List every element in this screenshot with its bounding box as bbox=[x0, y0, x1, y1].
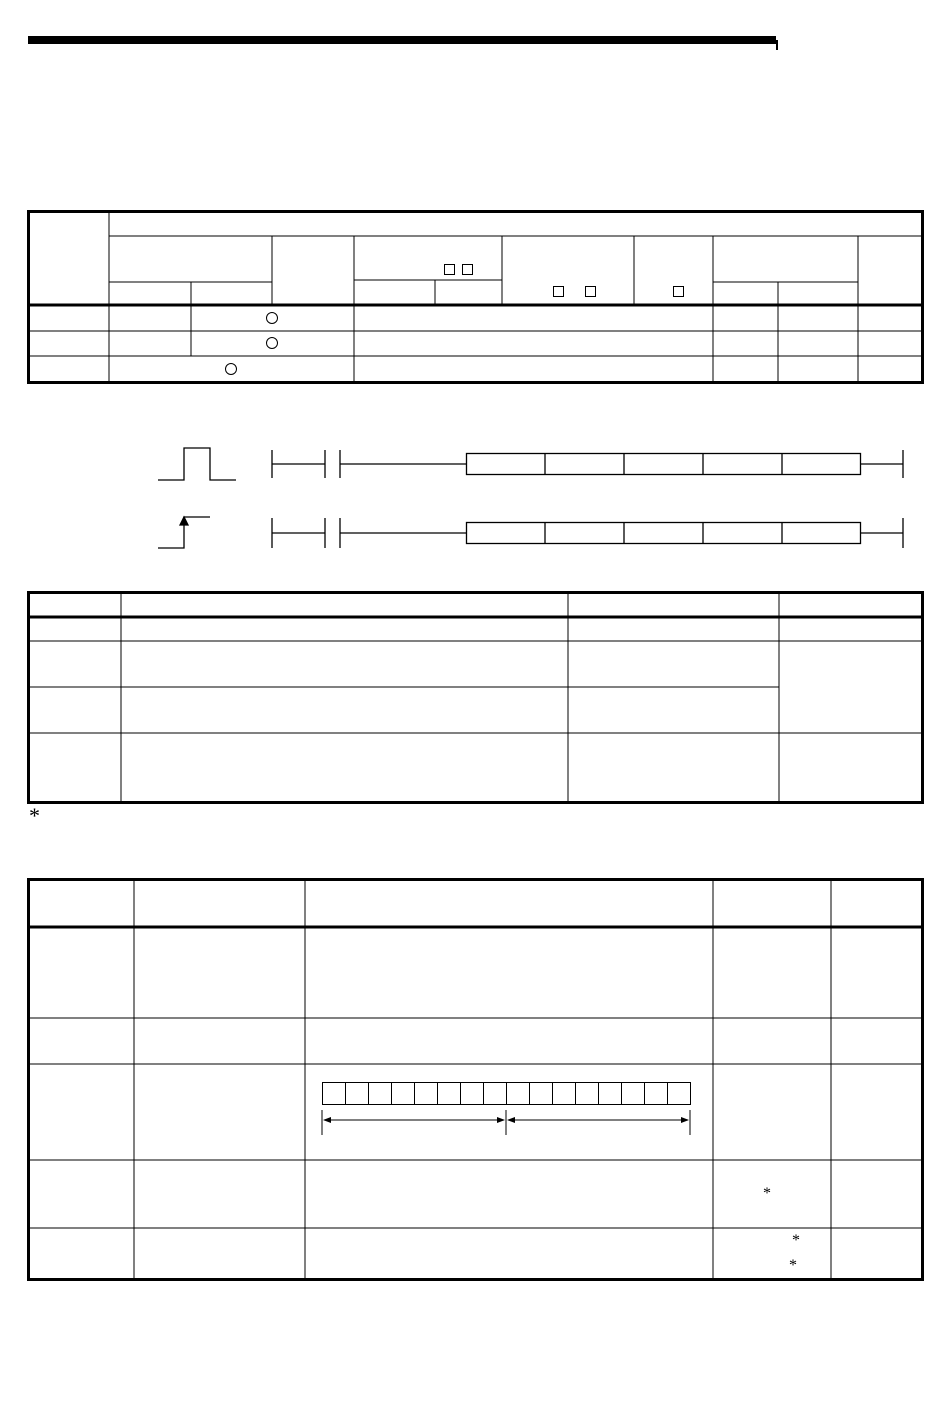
applicable-circle-icon bbox=[226, 364, 237, 375]
device-table bbox=[0, 0, 950, 400]
ladder-diagram bbox=[0, 430, 950, 560]
device-square-icon bbox=[586, 287, 596, 297]
note-asterisk: * bbox=[792, 1232, 800, 1249]
device-square-icon bbox=[463, 265, 473, 275]
device-square-icon bbox=[674, 287, 684, 297]
pulse-waveform-icon bbox=[158, 448, 236, 480]
device-square-icon bbox=[445, 265, 455, 275]
note-asterisk: * bbox=[763, 1185, 771, 1202]
device-square-icon bbox=[554, 287, 564, 297]
applicable-circle-icon bbox=[267, 313, 278, 324]
parameter-table bbox=[0, 870, 950, 1290]
bit-register-icon bbox=[323, 1082, 691, 1105]
note-asterisk: * bbox=[789, 1257, 797, 1274]
footnote-asterisk: * bbox=[29, 803, 40, 828]
applicable-circle-icon bbox=[267, 338, 278, 349]
setting-data-table bbox=[0, 585, 950, 835]
